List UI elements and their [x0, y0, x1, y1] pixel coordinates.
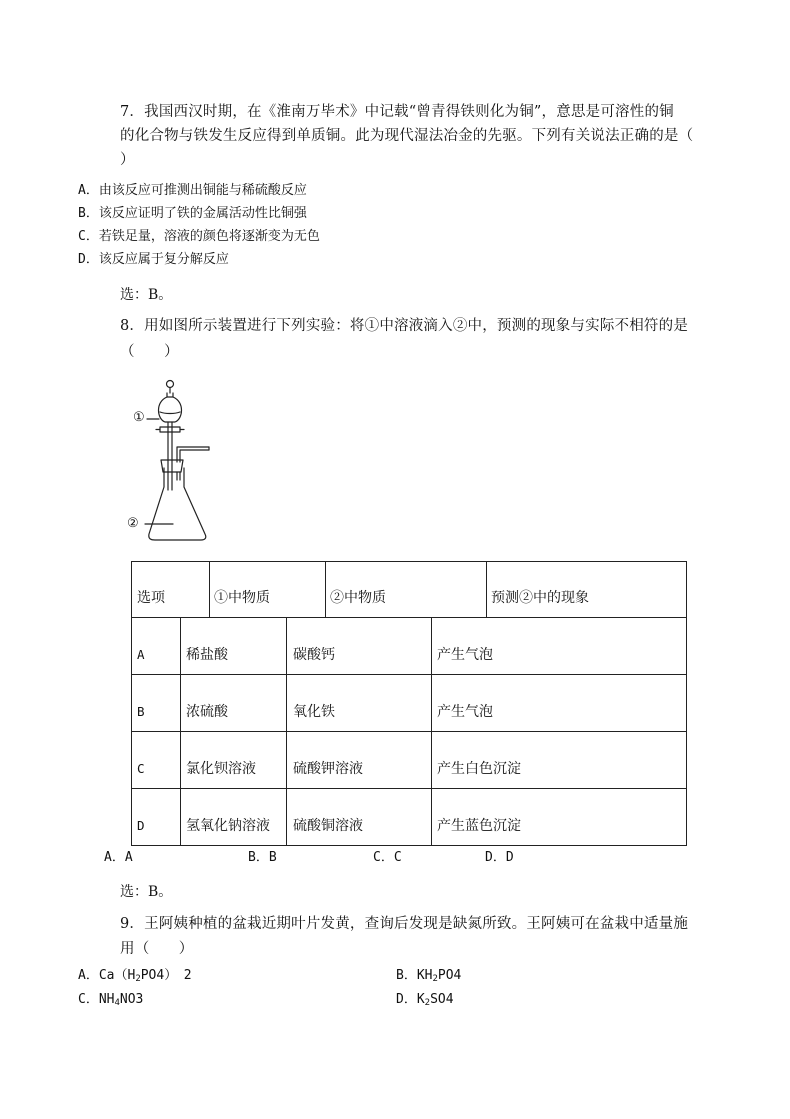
funnel-bulb — [159, 397, 182, 422]
q8-option-c: C．C — [373, 850, 402, 865]
row-b-substance1: 浓硫酸 — [186, 704, 228, 720]
row-a-substance2: 碳酸钙 — [293, 647, 335, 663]
q7-option-c: C．若铁足量，溶液的颜色将逐渐变为无色 — [78, 229, 320, 244]
table-row — [131, 731, 181, 789]
table-row — [131, 788, 181, 846]
funnel-stopper — [167, 381, 174, 388]
q9-option-d: D．$K_2SO4$ — [396, 992, 454, 1008]
row-d-phenomenon: 产生蓝色沉淀 — [437, 818, 521, 834]
row-d-option: D — [137, 818, 145, 833]
q8-table — [131, 561, 687, 846]
row-b-substance2: 氧化铁 — [293, 704, 335, 720]
row-c-substance2: 硫酸钾溶液 — [293, 761, 363, 777]
row-d-substance1: 氢氧化钠溶液 — [186, 818, 270, 834]
q8-stem-line1: 8．用如图所示装置进行下列实验：将①中溶液滴入②中，预测的现象与实际不相符的是 — [120, 318, 689, 334]
label-circled-1: ① — [133, 410, 145, 425]
q9-option-a: A．$Ca(H_2PO4)$ 2 — [78, 968, 192, 984]
table-header-substance1: ①中物质 — [214, 590, 270, 606]
q9-option-c: C．$NH_4NO3$ — [78, 992, 144, 1008]
row-c-phenomenon: 产生白色沉淀 — [437, 761, 521, 777]
row-a-option: A — [137, 647, 145, 662]
q9-stem-line2: 用（ ） — [120, 941, 194, 957]
table-row — [131, 674, 181, 732]
q7-stem-line3: ） — [120, 152, 135, 168]
q8-option-a: A．A — [104, 850, 133, 865]
table-header-substance2: ②中物质 — [330, 590, 386, 606]
q7-stem-line1: 7．我国西汉时期，在《淮南万毕术》中记载“曾青得铁则化为铜”，意思是可溶性的铜 — [120, 104, 674, 120]
apparatus-diagram — [125, 372, 225, 544]
q8-option-b: B．B — [248, 850, 277, 865]
label-circled-2: ② — [127, 516, 139, 531]
row-c-substance1: 氯化钡溶液 — [186, 761, 256, 777]
q8-option-d: D．D — [485, 850, 514, 865]
q7-option-a: A．由该反应可推测出铜能与稀硫酸反应 — [78, 183, 307, 198]
row-a-substance1: 稀盐酸 — [186, 647, 228, 663]
row-d-substance2: 硫酸铜溶液 — [293, 818, 363, 834]
q7-option-d: D．该反应属于复分解反应 — [78, 252, 229, 267]
row-b-phenomenon: 产生气泡 — [437, 704, 493, 720]
q7-stem-line2: 的化合物与铁发生反应得到单质铜。此为现代湿法冶金的先驱。下列有关说法正确的是（ — [120, 128, 694, 144]
row-c-option: C — [137, 761, 145, 776]
table-header-phenomenon: 预测②中的现象 — [491, 590, 589, 606]
table-header-option: 选项 — [137, 590, 165, 606]
q8-stem-line2: （ ） — [120, 344, 179, 360]
q9-option-b: B．$KH_2PO4$ — [396, 968, 462, 984]
q7-answer: 选：B。 — [120, 287, 173, 303]
q7-option-b: B．该反应证明了铁的金属活动性比铜强 — [78, 206, 307, 221]
row-a-phenomenon: 产生气泡 — [437, 647, 493, 663]
row-b-option: B — [137, 704, 145, 719]
q8-answer: 选：B。 — [120, 884, 173, 900]
table-row — [131, 617, 181, 675]
q9-stem-line1: 9．王阿姨种植的盆栽近期叶片发黄，查询后发现是缺氮所致。王阿姨可在盆栽中适量施 — [120, 916, 689, 932]
